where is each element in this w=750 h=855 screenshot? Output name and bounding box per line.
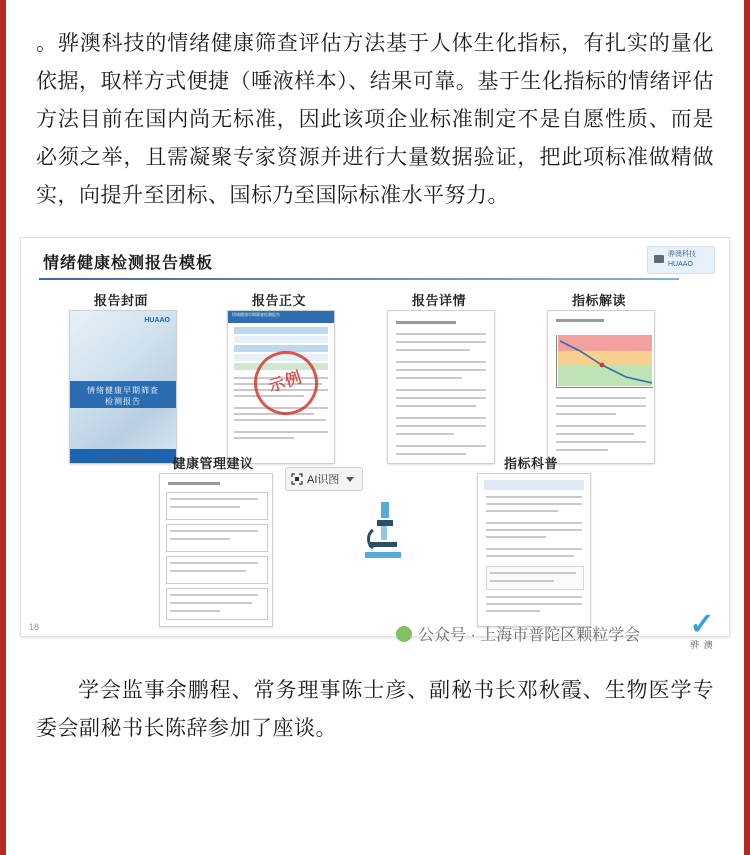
slide-title-underline bbox=[39, 278, 679, 280]
thumb-label-health-advice: 健康管理建议 bbox=[172, 456, 254, 471]
scan-icon bbox=[291, 473, 303, 485]
brand-mark-icon bbox=[654, 255, 664, 263]
thumb-report-detail[interactable] bbox=[387, 310, 495, 464]
thumb-cover[interactable] bbox=[69, 310, 177, 464]
report-body-header-text: 情绪健康早期筛查检测报告 bbox=[232, 312, 280, 317]
company-logo bbox=[682, 608, 722, 651]
ai-recognize-chip[interactable] bbox=[285, 467, 363, 491]
thumb-label-indicator-science: 指标科普 bbox=[503, 456, 558, 471]
watermark bbox=[396, 622, 640, 645]
paragraph-top: 。骅澳科技的情绪健康筛查评估方法基于人体生化指标，有扎实的量化依据，取样方式便捷（唾液样本）、结果可靠。基于生化指标的情绪评估方法目前在国内尚无标准，因此该项企业标准制定不是自愿性质、而是必须之举，且需凝聚专家资源并进行大量数据验证，把此项标准做精做实，向提升至团标、国标乃至国际标准水平努力。 bbox=[36, 32, 714, 207]
slide-image bbox=[20, 237, 730, 641]
thumb-label-cover: 报告封面 bbox=[93, 293, 148, 308]
logo-name: 骅 澳 bbox=[690, 640, 714, 650]
official-account-icon bbox=[396, 626, 412, 642]
slide-title: 情绪健康检测报告模板 bbox=[43, 255, 214, 272]
slide-page-number: 18 bbox=[29, 622, 40, 632]
brand-badge bbox=[647, 246, 715, 274]
sample-stamp: 示例 bbox=[246, 343, 327, 424]
ai-chip-label: AI识图 bbox=[307, 474, 340, 486]
thumb-label-interpretation: 指标解读 bbox=[571, 293, 626, 308]
indicator-chart bbox=[556, 335, 653, 388]
microscope-icon bbox=[351, 496, 411, 564]
thumb-label-detail: 报告详情 bbox=[411, 293, 466, 308]
article-content-bottom bbox=[6, 658, 744, 748]
chart-curve-icon bbox=[558, 335, 654, 387]
cover-title-1: 情绪健康早期筛查 bbox=[87, 386, 159, 396]
cover-footer-text: 上海骅澳生物科技有限公司 bbox=[99, 455, 147, 460]
thumb-label-body: 报告正文 bbox=[251, 293, 306, 308]
cover-title-2: 检测报告 bbox=[105, 397, 141, 407]
brand-name-line2: HUAAO bbox=[668, 261, 693, 268]
cover-logo: HUAAO bbox=[144, 317, 170, 324]
article-content bbox=[6, 21, 744, 215]
thumb-indicator-science[interactable] bbox=[477, 473, 591, 627]
brand-name-line1: 骅澳科技 bbox=[668, 251, 696, 258]
thumb-report-body[interactable] bbox=[227, 310, 335, 464]
chevron-down-icon[interactable] bbox=[346, 477, 354, 482]
logo-mark-icon: ✓ bbox=[689, 608, 715, 641]
paragraph-bottom: 学会监事余鹏程、常务理事陈士彦、副秘书长邓秋霞、生物医学专委会副秘书长陈辞参加了座谈。 bbox=[36, 679, 714, 740]
watermark-text: 公众号 · 上海市普陀区颗粒学会 bbox=[418, 627, 641, 644]
thumb-health-advice[interactable] bbox=[159, 473, 273, 627]
thumb-indicator-interpretation[interactable] bbox=[547, 310, 655, 464]
